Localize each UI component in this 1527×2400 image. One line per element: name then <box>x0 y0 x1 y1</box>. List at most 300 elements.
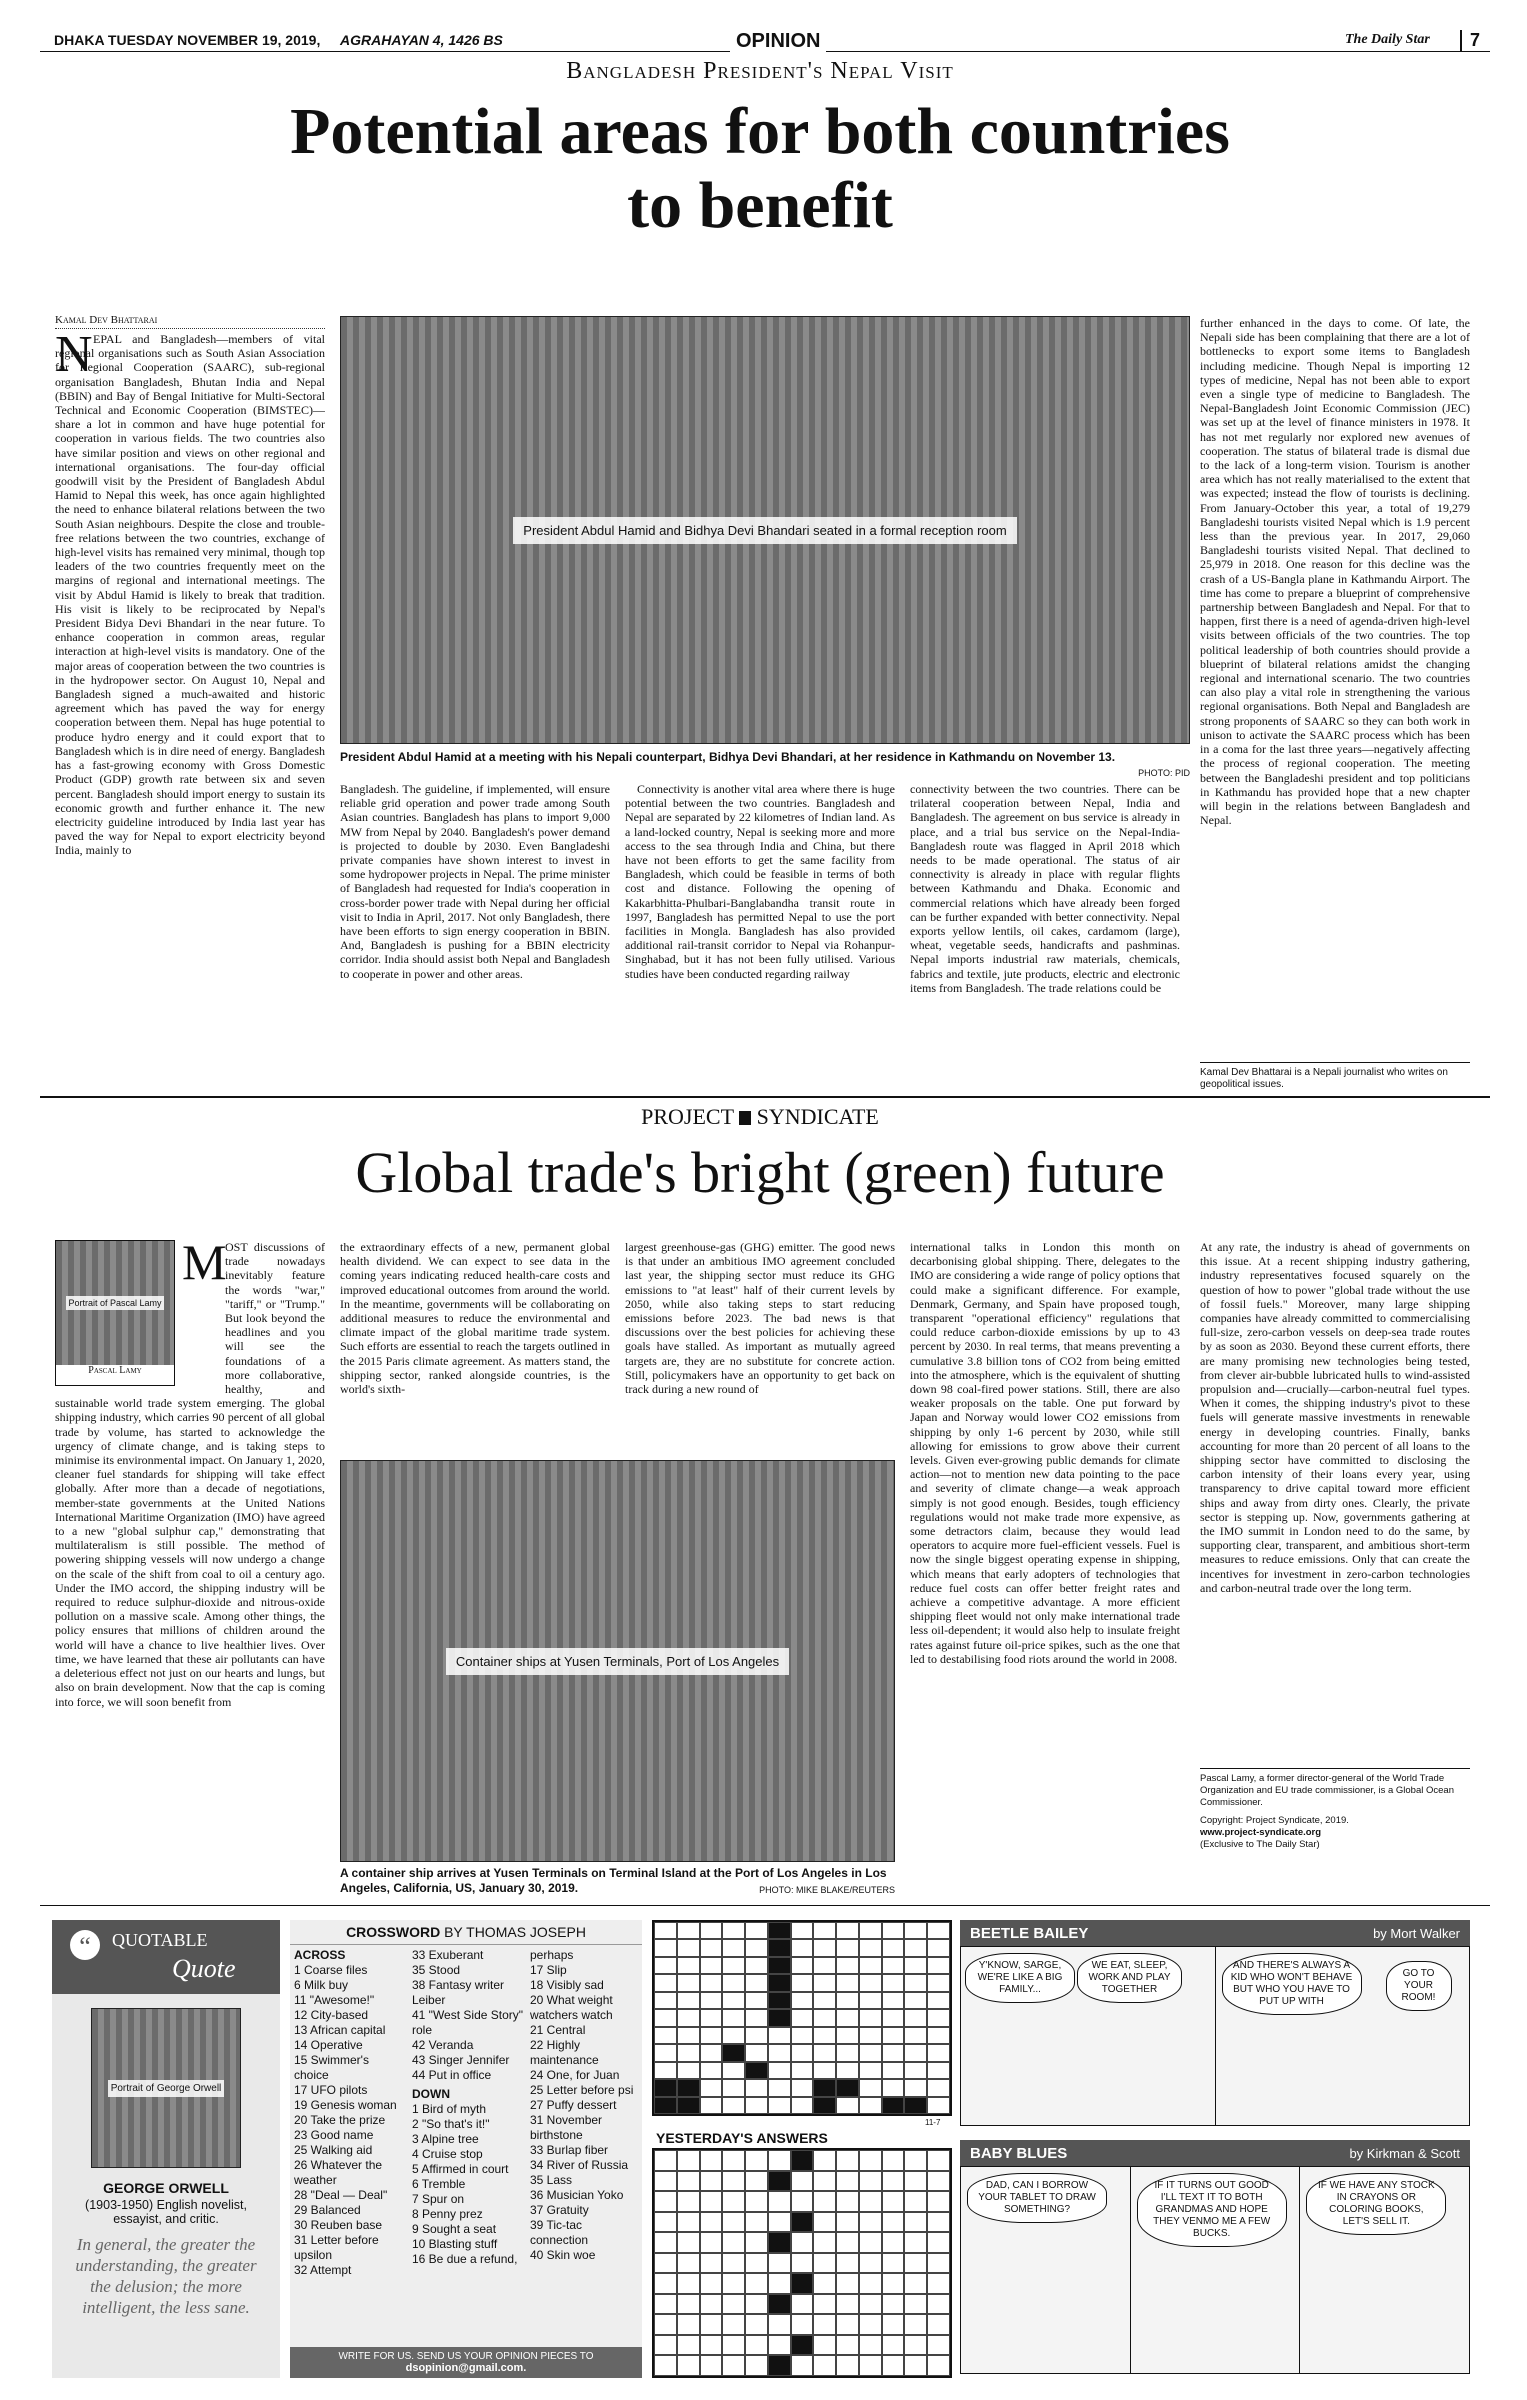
clue-item: 4 Cruise stop <box>412 2147 483 2161</box>
grid-cell[interactable] <box>882 1974 905 1991</box>
grid-cell[interactable] <box>836 1974 859 1991</box>
answer-cell <box>927 2294 950 2315</box>
clue-item: 35 Lass <box>530 2173 573 2187</box>
grid-cell[interactable] <box>813 1957 836 1974</box>
grid-cell[interactable] <box>677 1922 700 1939</box>
grid-cell[interactable] <box>927 1992 950 2009</box>
answer-cell <box>859 2150 882 2171</box>
answer-cell <box>677 2294 700 2315</box>
project-syndicate-label: PROJECT SYNDICATE <box>641 1104 879 1129</box>
grid-cell[interactable] <box>813 1922 836 1939</box>
answer-cell <box>745 2314 768 2335</box>
grid-cell[interactable] <box>791 2027 814 2044</box>
grid-cell[interactable] <box>904 1922 927 1939</box>
grid-cell[interactable] <box>927 2009 950 2026</box>
grid-cell[interactable] <box>927 2027 950 2044</box>
grid-cell[interactable] <box>836 1992 859 2009</box>
grid-cell <box>813 2097 836 2114</box>
grid-cell[interactable] <box>927 2079 950 2096</box>
grid-cell[interactable] <box>654 1939 677 1956</box>
grid-cell[interactable] <box>654 2027 677 2044</box>
grid-cell[interactable] <box>791 1974 814 1991</box>
answer-cell <box>677 2314 700 2335</box>
grid-cell[interactable] <box>745 1922 768 1939</box>
grid-cell[interactable] <box>791 2044 814 2061</box>
grid-cell <box>813 2079 836 2096</box>
answer-cell <box>677 2273 700 2294</box>
clue-item: 7 Spur on <box>412 2192 465 2206</box>
answer-cell <box>745 2171 768 2192</box>
grid-cell[interactable] <box>654 2009 677 2026</box>
answer-cell <box>813 2294 836 2315</box>
grid-cell[interactable] <box>904 2009 927 2026</box>
grid-cell[interactable] <box>836 1939 859 1956</box>
clue-item: 17 Slip <box>530 1963 567 1977</box>
clue-item: 1 Bird of myth <box>412 2102 487 2116</box>
grid-cell[interactable] <box>722 2009 745 2026</box>
answer-cell <box>927 2232 950 2253</box>
article1-author-bio: Kamal Dev Bhattarai is a Nepali journalist who writes on geopolitical issues. <box>1200 1062 1470 1091</box>
answer-cell <box>927 2171 950 2192</box>
answer-cell <box>882 2191 905 2212</box>
newspaper-logo: The Daily Star <box>1345 32 1430 47</box>
grid-cell[interactable] <box>722 2079 745 2096</box>
grid-date: 11-7 <box>925 2118 941 2127</box>
grid-cell[interactable] <box>700 2044 723 2061</box>
grid-cell[interactable] <box>882 2044 905 2061</box>
answer-cell <box>904 2191 927 2212</box>
clue-item: 19 Genesis woman <box>294 2098 397 2112</box>
article1-col4: connectivity between the two countries. There can be trilateral cooperation between Nepal, India and Bangladesh. The agreement on bus service is already in place, and a trial bus service on the Nepal-India-Bangladesh route was flagged in April 2018 which needs to be made operational. The status of air connectivity is already in place with regular flights between Kathmandu and Dhaka. Economic and commercial relations which have already been forged can be further expanded with better connectivity. Nepal exports yellow lentils, oil cakes, cardamom (large), wheat, vegetable seeds, handicrafts and pashminas. Nepal imports industrial raw materials, chemicals, fabrics and textile, jute products, electric and electronic items from Bangladesh. The trade relations could be <box>910 782 1180 995</box>
answer-cell <box>859 2212 882 2233</box>
grid-cell[interactable] <box>700 2079 723 2096</box>
clue-item: 39 Tic-tac connection <box>530 2218 589 2247</box>
grid-cell[interactable] <box>791 2079 814 2096</box>
grid-cell[interactable] <box>859 2044 882 2061</box>
grid-cell[interactable] <box>882 2079 905 2096</box>
grid-cell[interactable] <box>768 2062 791 2079</box>
answer-cell <box>813 2314 836 2335</box>
answer-cell <box>722 2232 745 2253</box>
grid-cell[interactable] <box>882 1922 905 1939</box>
grid-cell[interactable] <box>768 2097 791 2114</box>
baby-blues-comic <box>960 2140 1470 2378</box>
grid-cell[interactable] <box>745 1974 768 1991</box>
answer-cell <box>768 2150 791 2171</box>
answer-cell <box>836 2232 859 2253</box>
quotable-quote-box <box>52 1920 280 2378</box>
answer-cell <box>836 2355 859 2376</box>
grid-cell[interactable] <box>791 2062 814 2079</box>
grid-cell[interactable] <box>882 2062 905 2079</box>
answer-cell <box>791 2232 814 2253</box>
answer-cell <box>904 2253 927 2274</box>
answer-cell <box>700 2314 723 2335</box>
article1-photo: President Abdul Hamid and Bidhya Devi Bhandari seated in a formal reception room <box>340 316 1190 744</box>
grid-cell[interactable] <box>791 1922 814 1939</box>
answer-cell <box>791 2212 814 2233</box>
grid-cell[interactable] <box>768 2044 791 2061</box>
answer-cell <box>927 2191 950 2212</box>
answer-cell <box>813 2335 836 2356</box>
clue-item: 32 Attempt <box>294 2263 352 2277</box>
grid-cell[interactable] <box>927 2097 950 2114</box>
answer-cell <box>745 2355 768 2376</box>
answer-cell <box>700 2253 723 2274</box>
answer-cell <box>859 2232 882 2253</box>
grid-cell[interactable] <box>927 1922 950 1939</box>
article2-float <box>55 1234 227 1390</box>
grid-cell[interactable] <box>700 2027 723 2044</box>
clue-item: 24 One, for Juan <box>530 2068 620 2082</box>
section-label: OPINION <box>730 30 826 53</box>
grid-cell[interactable] <box>700 1974 723 1991</box>
grid-cell[interactable] <box>700 1939 723 1956</box>
clue-item: 21 Central <box>530 2023 586 2037</box>
clue-item: 6 Milk buy <box>294 1978 349 1992</box>
grid-cell[interactable] <box>859 2062 882 2079</box>
answer-cell <box>768 2171 791 2192</box>
grid-cell[interactable] <box>904 2044 927 2061</box>
answers-title: YESTERDAY'S ANSWERS <box>656 2130 828 2146</box>
answer-cell <box>700 2335 723 2356</box>
answer-cell <box>882 2335 905 2356</box>
grid-cell[interactable] <box>836 2009 859 2026</box>
babyblues-header: BABY BLUES by Kirkman & Scott <box>960 2140 1470 2166</box>
grid-cell[interactable] <box>836 2097 859 2114</box>
answer-cell <box>768 2232 791 2253</box>
answer-cell <box>882 2150 905 2171</box>
grid-cell[interactable] <box>677 2009 700 2026</box>
bottom-divider <box>40 1905 1490 1906</box>
answer-cell <box>813 2212 836 2233</box>
answer-cell <box>745 2253 768 2274</box>
syndicate-logo-icon <box>739 1111 751 1125</box>
grid-cell[interactable] <box>654 2062 677 2079</box>
grid-cell[interactable] <box>745 1939 768 1956</box>
answer-cell <box>836 2273 859 2294</box>
clue-item: 13 African capital <box>294 2023 386 2037</box>
answer-cell <box>700 2150 723 2171</box>
grid-cell[interactable] <box>791 1957 814 1974</box>
answer-cell <box>813 2253 836 2274</box>
answer-cell <box>654 2253 677 2274</box>
grid-cell[interactable] <box>904 2079 927 2096</box>
crossword-grid[interactable] <box>652 1920 952 2116</box>
answer-cell <box>927 2355 950 2376</box>
grid-cell[interactable] <box>813 2062 836 2079</box>
clue-item: 3 Alpine tree <box>412 2132 479 2146</box>
clue-item: 14 Operative <box>294 2038 363 2052</box>
grid-cell[interactable] <box>654 2044 677 2061</box>
answer-cell <box>745 2150 768 2171</box>
grid-cell[interactable] <box>882 1992 905 2009</box>
clue-item: 41 "West Side Story" role <box>412 2008 524 2037</box>
answer-cell <box>859 2253 882 2274</box>
grid-cell[interactable] <box>859 1974 882 1991</box>
grid-cell[interactable] <box>927 2044 950 2061</box>
grid-cell <box>768 1957 791 1974</box>
grid-cell[interactable] <box>677 1992 700 2009</box>
answer-cell <box>904 2355 927 2376</box>
answer-cell <box>654 2355 677 2376</box>
answer-cell <box>745 2212 768 2233</box>
grid-cell[interactable] <box>722 1957 745 1974</box>
grid-cell[interactable] <box>859 2079 882 2096</box>
grid-cell[interactable] <box>677 1957 700 1974</box>
grid-cell[interactable] <box>677 2027 700 2044</box>
clue-item: 20 What weight watchers watch <box>530 1993 613 2022</box>
answer-cell <box>791 2273 814 2294</box>
grid-cell[interactable] <box>700 2062 723 2079</box>
grid-cell[interactable] <box>745 2044 768 2061</box>
answer-cell <box>654 2335 677 2356</box>
clue-item: perhaps <box>530 1948 574 1962</box>
grid-cell[interactable] <box>745 1957 768 1974</box>
article2-dropcap: M <box>182 1234 227 1290</box>
answer-cell <box>654 2171 677 2192</box>
grid-cell <box>836 2079 859 2096</box>
answer-cell <box>677 2191 700 2212</box>
article1-headline: Potential areas for both countries to benefit <box>290 95 1230 242</box>
answer-cell <box>745 2294 768 2315</box>
grid-cell <box>654 2079 677 2096</box>
grid-cell[interactable] <box>813 1992 836 2009</box>
answer-cell <box>813 2171 836 2192</box>
grid-cell[interactable] <box>745 2009 768 2026</box>
grid-cell[interactable] <box>836 2027 859 2044</box>
grid-cell[interactable] <box>927 1939 950 1956</box>
grid-cell[interactable] <box>700 1957 723 1974</box>
answer-cell <box>813 2232 836 2253</box>
grid-cell[interactable] <box>768 2027 791 2044</box>
article1-col3: Connectivity is another vital area where there is huge potential between the two countries. Bangladesh and Nepal are separated by 22 kilometres of Indian land. As a land-locked country, Nepal is seeking more and more access to the sea through India and China, but there have not been efforts to get the same facility from Bangladesh, which could be feasible in terms of both cost and distance. Following the opening of Kakarbhitta-Phulbari-Banglabandha transit route in 1997, Bangladesh has permitted Nepal to use the port facilities in Mongla. Bangladesh has also provided additional rail-transit corridor to Nepal via Rohanpur-Singhabad, but it has not been fully utilised. Various studies have been conducted regarding railway <box>625 782 895 981</box>
answer-cell <box>677 2232 700 2253</box>
grid-cell[interactable] <box>677 1939 700 1956</box>
grid-cell[interactable] <box>813 2044 836 2061</box>
clue-item: 22 Highly maintenance <box>530 2038 599 2067</box>
grid-cell <box>768 2009 791 2026</box>
clue-item: 33 Exuberant <box>412 1948 484 1962</box>
clue-item: 17 UFO pilots <box>294 2083 368 2097</box>
beetle-panel-2: AND THERE'S ALWAYS A KID WHO WON'T BEHAVE BUT WHO YOU HAVE TO PUT UP WITH GO TO YOUR ROOM! <box>1216 1947 1470 2125</box>
section-divider <box>40 1096 1490 1098</box>
clue-item: 28 "Deal — Deal" <box>294 2188 388 2202</box>
answer-cell <box>859 2294 882 2315</box>
answer-cell <box>700 2273 723 2294</box>
grid-cell[interactable] <box>859 1939 882 1956</box>
grid-cell[interactable] <box>745 2079 768 2096</box>
answer-cell <box>927 2150 950 2171</box>
grid-cell[interactable] <box>859 1957 882 1974</box>
crossword-clues <box>290 1920 642 2378</box>
grid-cell[interactable] <box>791 1992 814 2009</box>
answer-cell <box>791 2314 814 2335</box>
grid-cell[interactable] <box>722 1992 745 2009</box>
answer-cell <box>745 2335 768 2356</box>
answer-cell <box>722 2171 745 2192</box>
answer-cell <box>859 2355 882 2376</box>
grid-cell[interactable] <box>791 2009 814 2026</box>
article2-col1-top: OST discussions of trade nowadays inevitably feature the words "war," "tariff," or "Trump." But look beyond the headlines and you will see the foundations of a more collaborative, healthy, and sustainable world trade system emerging. The global shipping industry, which carries 90 percent of all global trade by volume, has started to acknowledge the urgency of climate change, and is taking steps to minimise its environmental impact. On January 1, 2020, cleaner fuel standards for shipping will take effect globally. After more than a decade of negotiations, member-state governments at the United Nations International Maritime Organization (IMO) have agreed to a new "global sulphur cap," demonstrating that multilateralism is still possible. The method of powering shipping vessels will now undergo a change on the scale of the shift from coal to oil a century ago. Under the IMO accord, the shipping industry will be required to reduce sulphur-dioxide and nitrous-oxide pollution on a massive scale. Among other things, the policy ensures that millions of children around the world will have a chance to live healthier lives. Over time, we have learned that these air pollutants can have a deleterious effect not just on our hearts and lungs, but also on brain development. Now that the cap is coming into force, we will soon benefit from <box>55 1240 325 1709</box>
grid-cell[interactable] <box>813 2009 836 2026</box>
answer-cell <box>768 2273 791 2294</box>
grid-cell[interactable] <box>791 1939 814 1956</box>
answer-cell <box>768 2355 791 2376</box>
grid-cell[interactable] <box>904 1974 927 1991</box>
clue-item: 1 Coarse files <box>294 1963 368 1977</box>
answer-cell <box>882 2355 905 2376</box>
grid-cell[interactable] <box>722 2027 745 2044</box>
grid-cell[interactable] <box>813 1939 836 1956</box>
grid-cell[interactable] <box>882 2027 905 2044</box>
grid-cell[interactable] <box>882 1957 905 1974</box>
answer-cell <box>836 2212 859 2233</box>
clue-item: 29 Balanced <box>294 2203 361 2217</box>
grid-cell[interactable] <box>859 2009 882 2026</box>
clue-item: 16 Be due a refund, <box>412 2252 518 2266</box>
answer-cell <box>768 2335 791 2356</box>
article2-photo-credit: PHOTO: MIKE BLAKE/REUTERS <box>759 1885 895 1895</box>
grid-cell[interactable] <box>859 2027 882 2044</box>
grid-cell[interactable] <box>654 1957 677 1974</box>
grid-cell[interactable] <box>677 2062 700 2079</box>
across-clues-2 <box>412 1948 524 2083</box>
answer-cell <box>722 2294 745 2315</box>
article1-col5: further enhanced in the days to come. Of late, the Nepali side has been complaining that there are a lot of bottlenecks to export some items to Bangladesh including medicine. Though Nepal is importing 12 types of medicine, Nepal has not been able to export even a single type of medicine to Bangladesh. The Nepal-Bangladesh Joint Economic Commission (JEC) was set up at the level of finance ministers in 1978. It has not met regularly nor explored new avenues of cooperation. The status of bilateral trade is dismal due to the lack of a long-term vision. Tourism is another area which has not really materialised to the extent that was expected; instead the flow of tourists is declining. From January-October this year, a total of 19,279 Bangladeshi tourists visited Nepal which is 1.9 percent less than the previous year. In 2017, 29,060 Bangladeshi tourists visited Nepal. That declined to 25,979 in 2018. One reason for this decline was the crash of a US-Bangla plane in Kathmandu Airport. The time has come to prepare a blueprint of comprehensive partnership between Bangladesh and Nepal. For that to happen, first there is a need of agenda-driven high-level visits between officials of the two countries. The top political leadership of both countries should provide a blueprint of bilateral relations amidst the changing regional and international scenario. The two countries can also play a vital role in strengthening the various regional organisations. Both Nepal and Bangladesh are strong proponents of SAARC so they can both work in unison to activate the SAARC process which has been in a coma for the last three years—negatively affecting the process of regional cooperation. The meeting between the Bangladeshi president and top politicians in Kathmandu has provided hope that a new chapter will begin in the relations between Bangladesh and Nepal. <box>1200 316 1470 828</box>
answer-cell <box>859 2171 882 2192</box>
grid-cell <box>722 2044 745 2061</box>
author-photo: Portrait of Pascal Lamy <box>56 1241 174 1365</box>
answer-cell <box>700 2232 723 2253</box>
grid-cell[interactable] <box>904 1992 927 2009</box>
grid-cell[interactable] <box>700 2009 723 2026</box>
article2-photo: Container ships at Yusen Terminals, Port of Los Angeles <box>340 1460 895 1862</box>
grid-cell[interactable] <box>768 2079 791 2096</box>
article1-col1: EPAL and Bangladesh—members of vital regional organisations such as South Asian Association for Regional Cooperation (SAARC), sub-regional organisation Bangladesh, Bhutan India and Nepal (BBIN) and Bay of Bengal Initiative for Multi-Sectoral Technical and Economic Cooperation (BIMSTEC)—share a lot in common and have huge potential for cooperation in various fields. The two countries also have similar position and views on other regional and international organisations. The four-day official goodwill visit by the President of Bangladesh Abdul Hamid to Nepal this week, has once again highlighted the need to enhance bilateral relations between the two South Asian neighbours. Despite the close and trouble-free relations between the two countries, exchange of high-level visits has remained very minimal, though top leaders of the two countries frequently meet on the margins of regional and international meetings. The visit by Abdul Hamid is likely to break that tradition. His visit is likely to be reciprocated by Nepal's President Bidya Devi Bhandari in the near future. To enhance cooperation in common areas, regular interaction at high-level visits is mandatory. One of the major areas of cooperation between the two countries is in the hydropower sector. On August 10, Nepal and Bangladesh signed a much-awaited and historic agreement which has paved the way for energy cooperation between them. Nepal has huge potential to produce hydro energy and it could export that to Bangladesh which is in dire need of energy. Bangladesh has a fast-growing economy with Gross Domestic Product (GDP) growth rate between six and seven percent. Bangladesh should import energy to sustain its economic growth and further enhance it. The new electricity guideline introduced by India last year has paved the way for Nepal to export electricity beyond India, mainly to <box>55 332 325 858</box>
article1-col2: Bangladesh. The guideline, if implemented, will ensure reliable grid operation and power trade among South Asian countries. Bangladesh has plans to import 9,000 MW from Nepal by 2040. Bangladesh's power demand is projected to double by 2030. Even Bangladeshi private companies have shown interest to invest in some hydropower projects in Nepal. The prime minister of Bangladesh had requested for India's cooperation in cross-border power trade with Nepal during her official visit to India in April, 2017. Not only Bangladesh, there have been efforts to sign energy cooperation in BBIN. And, Bangladesh is pushing for a BBIN electricity corridor. India should assist both Nepal and Bangladesh to cooperate in power and other areas. <box>340 782 610 981</box>
article1-photo-credit: PHOTO: PID <box>1138 768 1190 778</box>
beetle-strip <box>960 1946 1470 2126</box>
author-photo-caption: Pascal Lamy <box>88 1365 142 1376</box>
answer-cell <box>836 2253 859 2274</box>
grid-cell[interactable] <box>904 1957 927 1974</box>
across-clues-1 <box>294 1963 406 2278</box>
clue-item: 42 Veranda <box>412 2038 474 2052</box>
answer-cell <box>813 2191 836 2212</box>
grid-cell[interactable] <box>722 1974 745 1991</box>
answer-cell <box>791 2355 814 2376</box>
answer-cell <box>836 2294 859 2315</box>
grid-cell <box>677 2079 700 2096</box>
clue-item: 40 Skin woe <box>530 2248 596 2262</box>
answer-cell <box>768 2191 791 2212</box>
answer-cell <box>904 2232 927 2253</box>
answer-cell <box>791 2191 814 2212</box>
clue-item: 2 "So that's it!" <box>412 2117 490 2131</box>
grid-cell[interactable] <box>882 1939 905 1956</box>
grid-cell[interactable] <box>722 2097 745 2114</box>
clue-item: 18 Visibly sad <box>530 1978 604 1992</box>
answer-cell <box>745 2232 768 2253</box>
answer-cell <box>722 2150 745 2171</box>
grid-cell[interactable] <box>859 1922 882 1939</box>
answer-cell <box>904 2294 927 2315</box>
grid-cell <box>768 1939 791 1956</box>
answer-cell <box>859 2335 882 2356</box>
grid-cell[interactable] <box>700 1922 723 1939</box>
grid-cell[interactable] <box>904 2062 927 2079</box>
grid-cell[interactable] <box>700 1992 723 2009</box>
clue-item: 34 River of Russia <box>530 2158 629 2172</box>
clue-item: 8 Penny prez <box>412 2207 483 2221</box>
grid-cell[interactable] <box>677 1974 700 1991</box>
article2-col2: the extraordinary effects of a new, permanent global health dividend. We can expect to see data in the coming years indicating reduced health-care costs and improved educational outcomes from around the world. In the meantime, governments will be collaborating on additional measures to reduce the environmental and climate impact of the global maritime trade system. Such efforts are essential to reach the targets outlined in the 2015 Paris climate agreement. As matters stand, the shipping sector, ranked alongside countries, is the world's sixth- <box>340 1240 610 1397</box>
grid-cell[interactable] <box>813 2027 836 2044</box>
answer-cell <box>813 2355 836 2376</box>
grid-cell[interactable] <box>836 2044 859 2061</box>
grid-cell[interactable] <box>722 1922 745 1939</box>
grid-cell[interactable] <box>700 2097 723 2114</box>
clue-item: 9 Sought a seat <box>412 2222 497 2236</box>
grid-cell[interactable] <box>927 1957 950 1974</box>
answer-cell <box>791 2335 814 2356</box>
grid-cell[interactable] <box>927 1974 950 1991</box>
grid-cell[interactable] <box>904 2027 927 2044</box>
grid-cell[interactable] <box>859 1992 882 2009</box>
answer-cell <box>904 2171 927 2192</box>
grid-cell[interactable] <box>654 1992 677 2009</box>
answer-cell <box>722 2253 745 2274</box>
answer-cell <box>836 2314 859 2335</box>
grid-cell[interactable] <box>654 1974 677 1991</box>
grid-cell[interactable] <box>836 1957 859 1974</box>
grid-cell[interactable] <box>859 2097 882 2114</box>
answer-cell <box>927 2212 950 2233</box>
babyblues-panel-3: IF WE HAVE ANY STOCK IN CRAYONS OR COLORING BOOKS, LET'S SELL IT. <box>1300 2167 1469 2373</box>
grid-cell[interactable] <box>722 2062 745 2079</box>
grid-cell[interactable] <box>791 2097 814 2114</box>
clue-item: 25 Letter before psi <box>530 2083 634 2097</box>
grid-cell[interactable] <box>836 1922 859 1939</box>
grid-cell[interactable] <box>927 2062 950 2079</box>
grid-cell[interactable] <box>654 1922 677 1939</box>
grid-cell[interactable] <box>745 2097 768 2114</box>
grid-cell[interactable] <box>813 1974 836 1991</box>
grid-cell[interactable] <box>745 2027 768 2044</box>
answer-cell <box>768 2314 791 2335</box>
grid-cell <box>768 1974 791 1991</box>
answer-cell <box>700 2294 723 2315</box>
dateline-bengali: AGRAHAYAN 4, 1426 BS <box>340 32 503 48</box>
answer-cell <box>791 2150 814 2171</box>
grid-cell[interactable] <box>904 1939 927 1956</box>
page-number: 7 <box>1460 30 1480 51</box>
answer-cell <box>722 2335 745 2356</box>
clue-item: 10 Blasting stuff <box>412 2237 498 2251</box>
grid-cell[interactable] <box>745 1992 768 2009</box>
grid-cell[interactable] <box>677 2044 700 2061</box>
answer-cell <box>745 2273 768 2294</box>
clue-item: 37 Gratuity <box>530 2203 589 2217</box>
clue-item: 27 Puffy dessert <box>530 2098 617 2112</box>
beetle-panel-1: Y'KNOW, SARGE, WE'RE LIKE A BIG FAMILY... WE EAT, SLEEP, WORK AND PLAY TOGETHER <box>961 1947 1216 2125</box>
grid-cell <box>768 1992 791 2009</box>
answer-cell <box>904 2212 927 2233</box>
grid-cell[interactable] <box>882 2009 905 2026</box>
grid-cell[interactable] <box>836 2062 859 2079</box>
grid-cell[interactable] <box>722 1939 745 1956</box>
